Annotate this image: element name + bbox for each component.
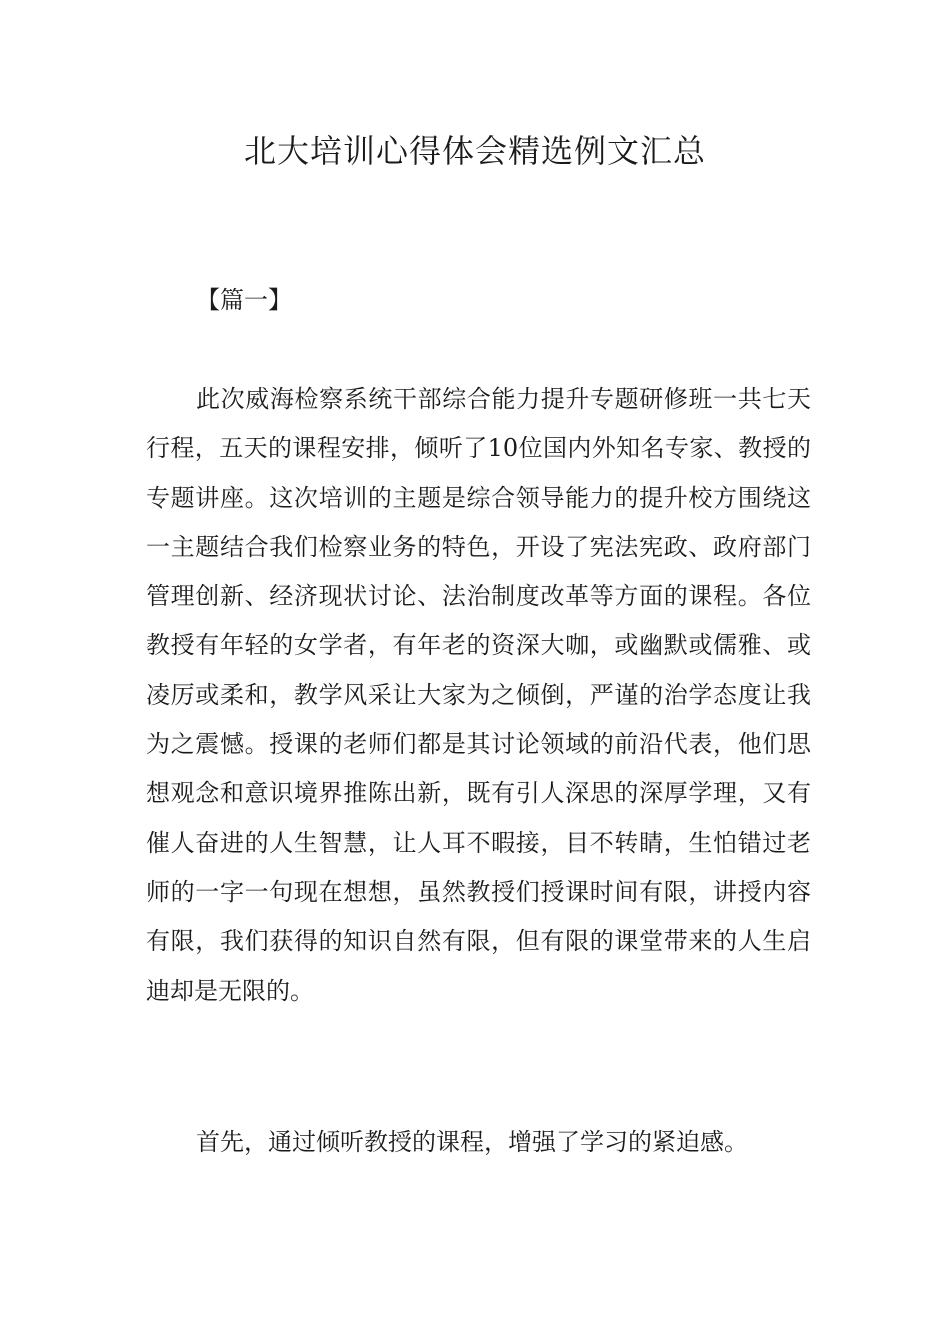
document-title: 北大培训心得体会精选例文汇总: [243, 132, 706, 170]
body-paragraph: 首先，通过倾听教授的课程，增强了学习的紧迫感。: [196, 1128, 748, 1156]
body-paragraph: 此次威海检察系统干部综合能力提升专题研修班一共七天行程，五天的课程安排，倾听了10位国内外知名专家、教授的专题讲座。这次培训的主题是综合领导能力的提升校方围绕这一主题结合我们检察业务的特色，开设了宪法宪政、政府部门管理创新、经济现状讨论、法治制度改革等方面的课程。各位教授有年轻的女学者，有年老的资深大咖，或幽默或儒雅、或凌厉或柔和，教学风采让大家为之倾倒，严谨的治学态度让我为之震憾。授课的老师们都是其讨论领域的前沿代表，他们思想观念和意识境界推陈出新，既有引人深思的深厚学理，又有催人奋进的人生智慧，让人耳不暇接，目不转睛，生怕错过老师的一字一句现在想想，虽然教授们授课时间有限，讲授内容有限，我们获得的知识自然有限，但有限的课堂带来的人生启迪却是无限的。: [146, 385, 811, 1005]
section-label: 【篇一】: [196, 286, 292, 314]
